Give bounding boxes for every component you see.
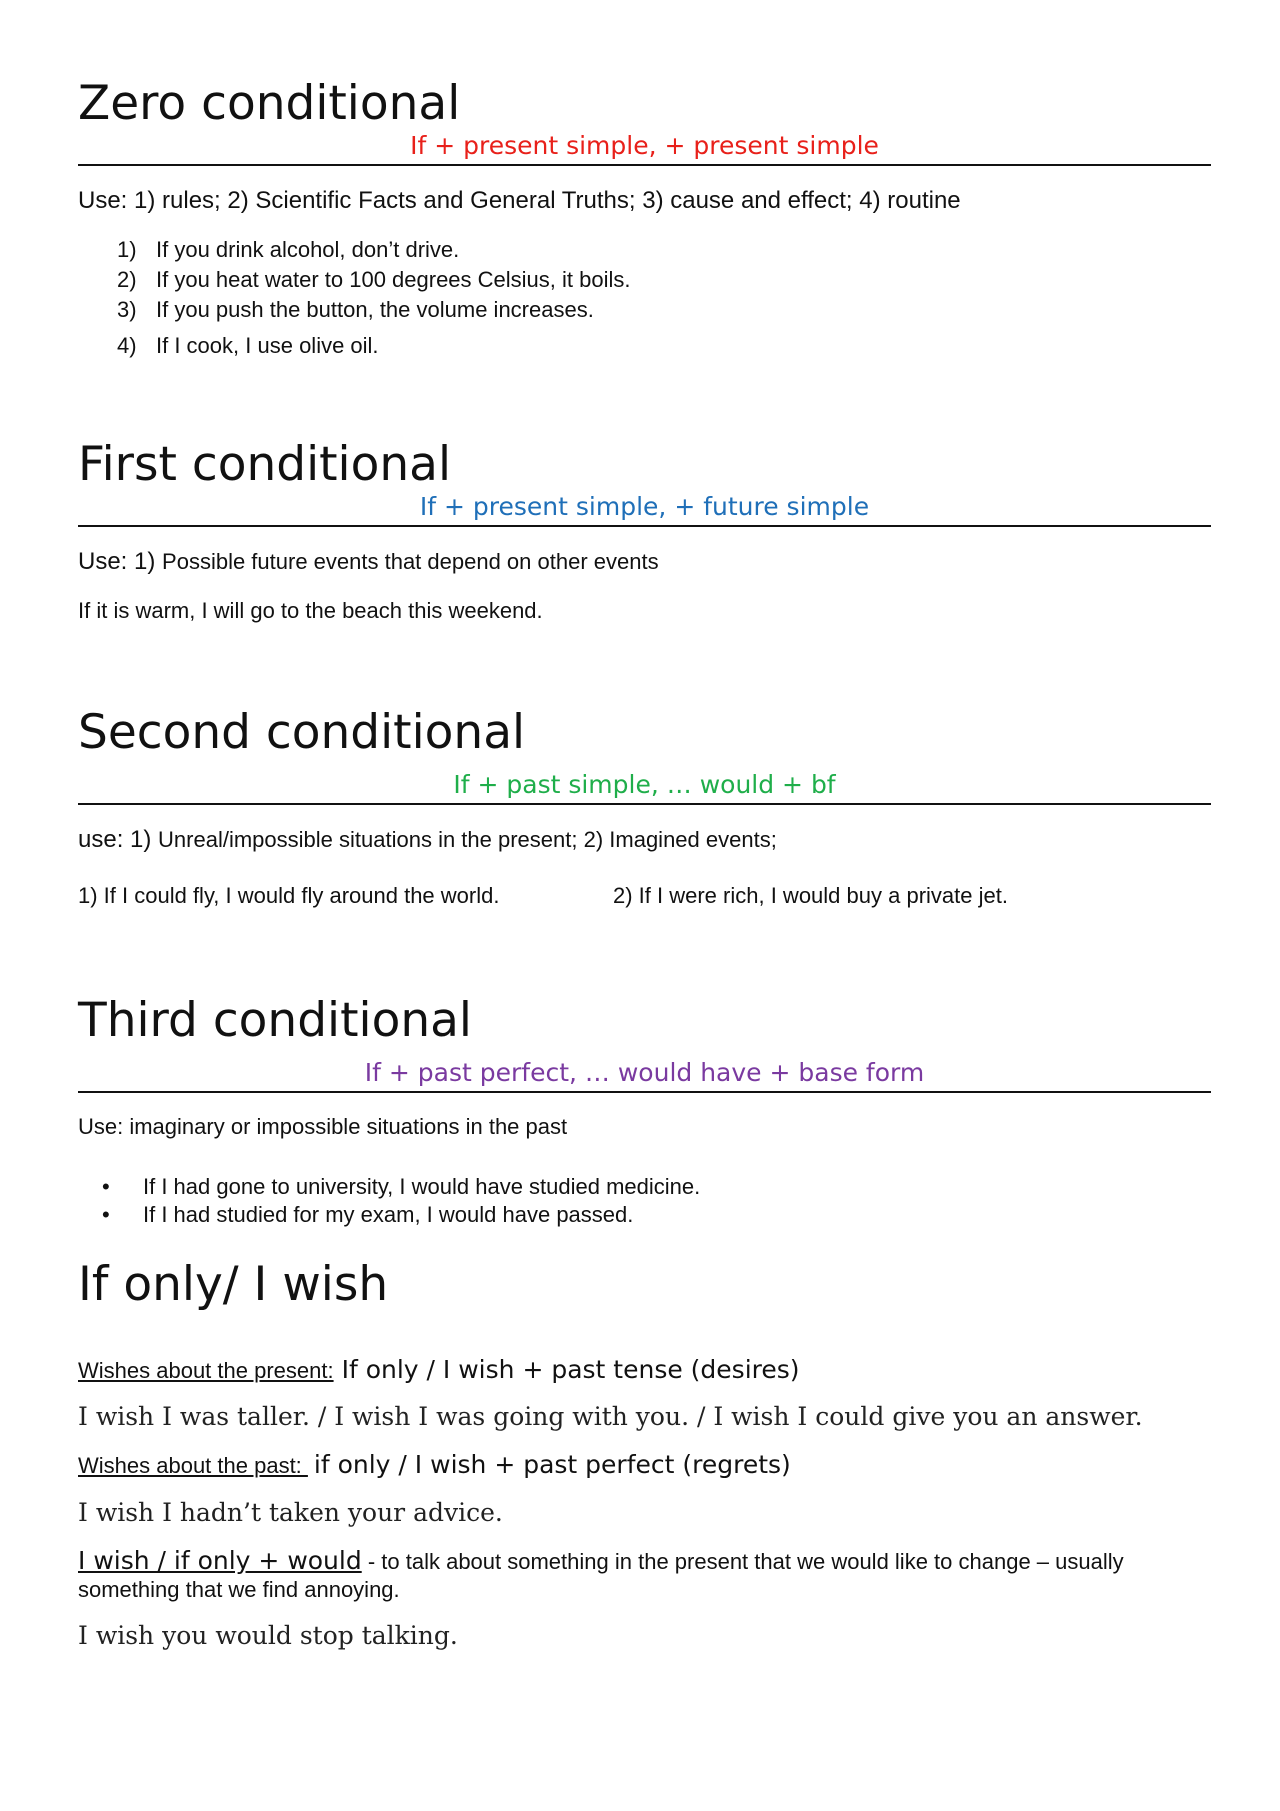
list-item: 1) If you drink alcohol, don’t drive. (117, 237, 460, 262)
bullet-icon: • (102, 1174, 110, 1199)
list-item: 4) If I cook, I use olive oil. (117, 333, 379, 358)
wish-past-label: Wishes about the past: (78, 1453, 308, 1478)
zero-conditional-use: Use: 1) rules; 2) Scientific Facts and General Truths; 3) cause and effect; 4) routine (78, 187, 961, 214)
wish-past-example: I wish I hadn’t taken your advice. (78, 1498, 503, 1527)
wish-present-example: I wish I was taller. / I wish I was going with you. / I wish I could give you an answer. (78, 1402, 1143, 1431)
second-conditional-divider (78, 803, 1211, 805)
second-conditional-title: Second conditional (78, 705, 526, 760)
second-conditional-example-1: 1) If I could fly, I would fly around the world. (78, 883, 500, 908)
wish-would-label: I wish / if only + would (78, 1546, 362, 1575)
first-conditional-divider (78, 525, 1211, 527)
list-item: • If I had gone to university, I would have studied medicine. (102, 1174, 701, 1199)
zero-conditional-formula: If + present simple, + present simple (410, 131, 879, 160)
first-conditional-formula: If + present simple, + future simple (419, 492, 870, 521)
wish-title: If only/ I wish (78, 1257, 389, 1312)
second-conditional-formula: If + past simple, … would + bf (453, 770, 836, 799)
wish-would-example: I wish you would stop talking. (78, 1621, 458, 1650)
second-conditional-use: use: 1) Unreal/impossible situations in the present; 2) Imagined events; (78, 826, 777, 853)
third-conditional-divider (78, 1091, 1211, 1093)
wish-present-rule: Wishes about the present: If only / I wish + past tense (desires) (78, 1355, 800, 1384)
zero-conditional-title: Zero conditional (78, 76, 461, 131)
wish-past-rule: Wishes about the past: if only / I wish + past perfect (regrets) (78, 1450, 791, 1479)
third-conditional-examples (78, 1173, 1211, 1229)
list-item: • If I had studied for my exam, I would have passed. (102, 1202, 634, 1227)
first-conditional-title: First conditional (78, 437, 452, 492)
list-item: 3) If you push the button, the volume increases. (117, 297, 594, 322)
third-conditional-title: Third conditional (78, 993, 472, 1048)
first-conditional-use: Use: 1) Possible future events that depend on other events (78, 548, 659, 575)
zero-conditional-divider (78, 164, 1211, 166)
list-item: 2) If you heat water to 100 degrees Celsius, it boils. (117, 267, 631, 292)
bullet-icon: • (102, 1202, 110, 1227)
first-conditional-example: If it is warm, I will go to the beach this weekend. (78, 598, 543, 623)
wish-present-label: Wishes about the present: (78, 1358, 334, 1383)
zero-conditional-examples (78, 235, 1211, 361)
third-conditional-use: Use: imaginary or impossible situations in the past (78, 1114, 568, 1139)
third-conditional-formula: If + past perfect, … would have + base form (364, 1058, 925, 1087)
wish-would-rule: I wish / if only + would - to talk about something in the present that we would like to change – usually something that we find annoying. (78, 1546, 1124, 1602)
second-conditional-example-2: 2) If I were rich, I would buy a private jet. (613, 883, 1008, 908)
